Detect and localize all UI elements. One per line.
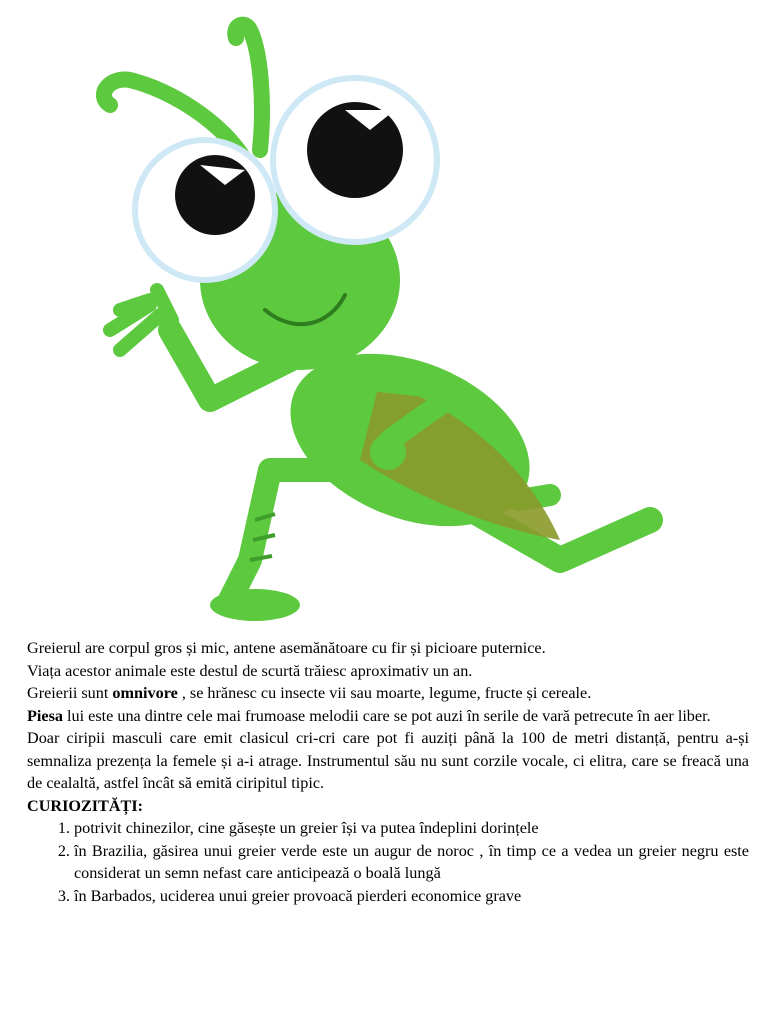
paragraph-1: Greierul are corpul gros și mic, antene asemănătoare cu fir și picioare puternice. [27,639,546,657]
paragraph-5: Doar ciripii masculi care emit clasicul cri-cri care pot fi auziți până la 100 de metri distanță, pentru a-și semnaliza prezența la femele și a-i atrage. Instrumentul său nu sunt corzile vocale, ci elitra, care se freacă una de cealaltă, astfel încât să emită ciripitul tipic. [27,729,749,792]
paragraph-4: Piesa lui este una dintre cele mai frumoase melodii care se pot auzi în serile de vară petrecute în aer liber. [27,706,711,725]
antenna-right [235,25,262,150]
article-text [27,637,749,907]
curiosities-list [27,817,749,907]
bold-omnivore: omnivore [112,684,178,702]
list-item: 2. în Brazilia, găsirea unui greier verde este un augur de noroc , în timp ce a vedea un greier negru este considerat un semn nefast care anticipează o boală lungă [74,840,749,885]
paragraph-3: Greierii sunt omnivore , se hrănesc cu insecte vii sau moarte, legume, fructe și cereale. [27,684,592,702]
list-item: 3. în Barbados, uciderea unui greier provoacă pierderi economice grave [74,885,749,908]
leg-left [230,470,330,600]
curiosities-heading: CURIOZITĂȚI: [27,796,144,815]
cricket-illustration [60,0,720,630]
bold-piesa: Piesa [27,706,63,725]
list-item: 1. potrivit chinezilor, cine găsește un greier își va putea îndeplini dorințele [74,817,749,840]
paragraph-2: Viața acestor animale este destul de scurtă trăiesc aproximativ un an. [27,661,473,680]
